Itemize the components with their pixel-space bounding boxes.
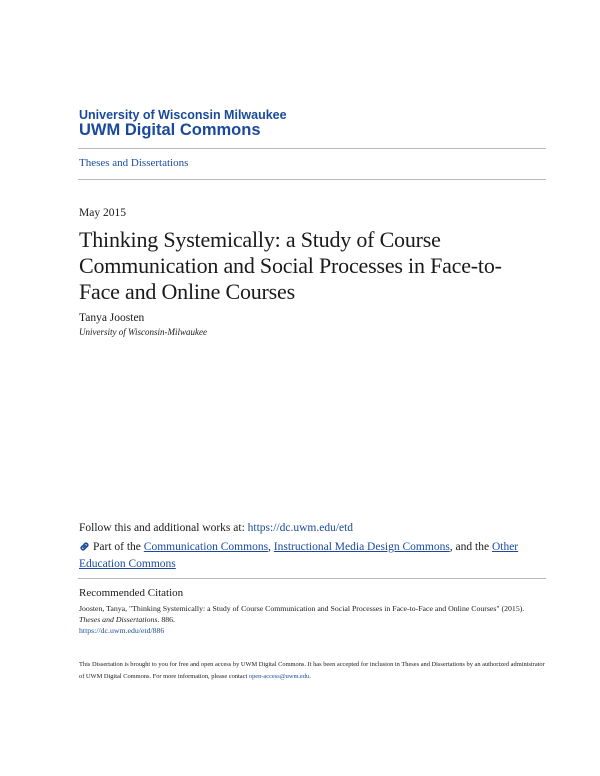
part-of-prefix: Part of the xyxy=(93,541,141,553)
citation-series: Theses and Dissertations xyxy=(79,615,158,624)
recommended-citation-heading: Recommended Citation xyxy=(79,587,184,599)
citation-url-link[interactable]: https://dc.uwm.edu/etd/886 xyxy=(79,626,165,635)
part-of-separator-and: , and the xyxy=(449,541,490,553)
citation-number: . 886. xyxy=(157,615,175,624)
contact-email-link[interactable]: open-access@uwm.edu xyxy=(248,673,310,680)
publication-date: May 2015 xyxy=(79,207,126,219)
footer-end: . xyxy=(309,673,311,680)
follow-line xyxy=(79,522,353,534)
footer-notice xyxy=(79,659,549,683)
instructional-media-design-commons-link[interactable]: Instructional Media Design Commons xyxy=(273,541,450,553)
footer-text: This Dissertation is brought to you for free and open access by UWM Digital Commons. It has been accepted for inclusion in Theses and Dissertations by an authorized administrator of UWM Digital Commons. For more information, please contact xyxy=(79,661,545,680)
document-title: Thinking Systemically: a Study of Course Communication and Social Processes in Face-to-Face and Online Courses xyxy=(79,227,502,304)
author-name: Tanya Joosten xyxy=(79,312,145,324)
link-icon xyxy=(79,541,90,557)
divider-collection xyxy=(78,179,546,180)
citation-block xyxy=(79,603,539,636)
communication-commons-link[interactable]: Communication Commons xyxy=(143,541,269,553)
part-of-line xyxy=(79,540,539,572)
part-of-separator: , xyxy=(268,541,271,553)
follow-url-link[interactable]: https://dc.uwm.edu/etd xyxy=(247,522,354,534)
other-education-commons-link[interactable]: Other Education Commons xyxy=(79,541,519,570)
university-name: University of Wisconsin Milwaukee xyxy=(79,108,287,122)
collection-link[interactable]: Theses and Dissertations xyxy=(79,157,189,169)
follow-label: Follow this and additional works at: xyxy=(79,522,245,534)
repository-name[interactable]: UWM Digital Commons xyxy=(79,121,261,139)
citation-text: Joosten, Tanya, "Thinking Systemically: a Study of Course Communication and Social Processes in Face-to-Face and Online Courses" (2015). xyxy=(79,604,525,613)
divider-top xyxy=(78,148,546,149)
author-affiliation: University of Wisconsin-Milwaukee xyxy=(79,327,207,337)
divider-citation xyxy=(78,578,546,579)
